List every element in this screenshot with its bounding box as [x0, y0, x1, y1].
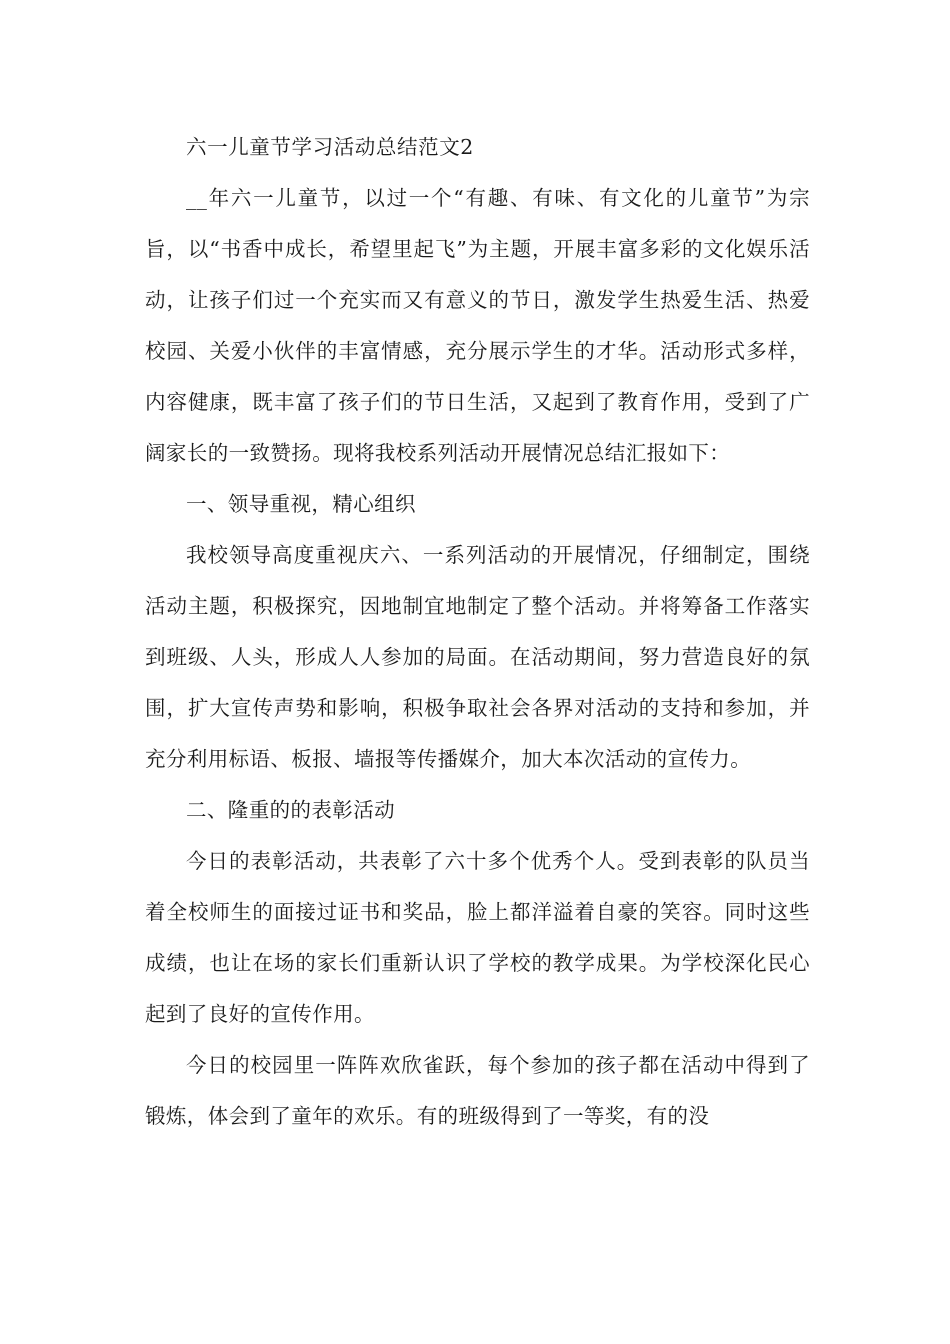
paragraph-awards: 今日的表彰活动，共表彰了六十多个优秀个人。受到表彰的队员当着全校师生的面接过证书和奖品，脸上都洋溢着自豪的笑容。同时这些成绩，也让在场的家长们重新认识了学校的教学成果。为学校深化民心起到了良好的宣传作用。 [145, 849, 810, 1026]
paragraph-leadership: 我校领导高度重视庆六、一系列活动的开展情况，仔细制定，围绕活动主题，积极探究，因地制宜地制定了整个活动。并将筹备工作落实到班级、人头，形成人人参加的局面。在活动期间，努力营造良好的氛围，扩大宣传声势和影响，积极争取社会各界对活动的支持和参加，并充分利用标语、板报、墙报等传播媒介，加大本次活动的宣传力。 [145, 543, 810, 771]
section-heading-2: 二、隆重的的表彰活动 [186, 798, 395, 822]
paragraph-campus: 今日的校园里一阵阵欢欣雀跃，每个参加的孩子都在活动中得到了锻炼，体会到了童年的欢乐。有的班级得到了一等奖，有的没 [145, 1053, 810, 1128]
document-title: 六一儿童节学习活动总结范文2 [186, 135, 474, 159]
document-body [145, 122, 810, 1142]
section-heading-1: 一、领导重视，精心组织 [186, 492, 416, 516]
paragraph-intro: __年六一儿童节，以过一个“有趣、有味、有文化的儿童节”为宗旨，以“书香中成长，希望里起飞”为主题，开展丰富多彩的文化娱乐活动，让孩子们过一个充实而又有意义的节日，激发学生热爱生活、热爱校园、关爱小伙伴的丰富情感，充分展示学生的才华。活动形式多样，内容健康，既丰富了孩子们的节日生活，又起到了教育作用，受到了广阔家长的一致赞扬。现将我校系列活动开展情况总结汇报如下： [145, 186, 810, 465]
